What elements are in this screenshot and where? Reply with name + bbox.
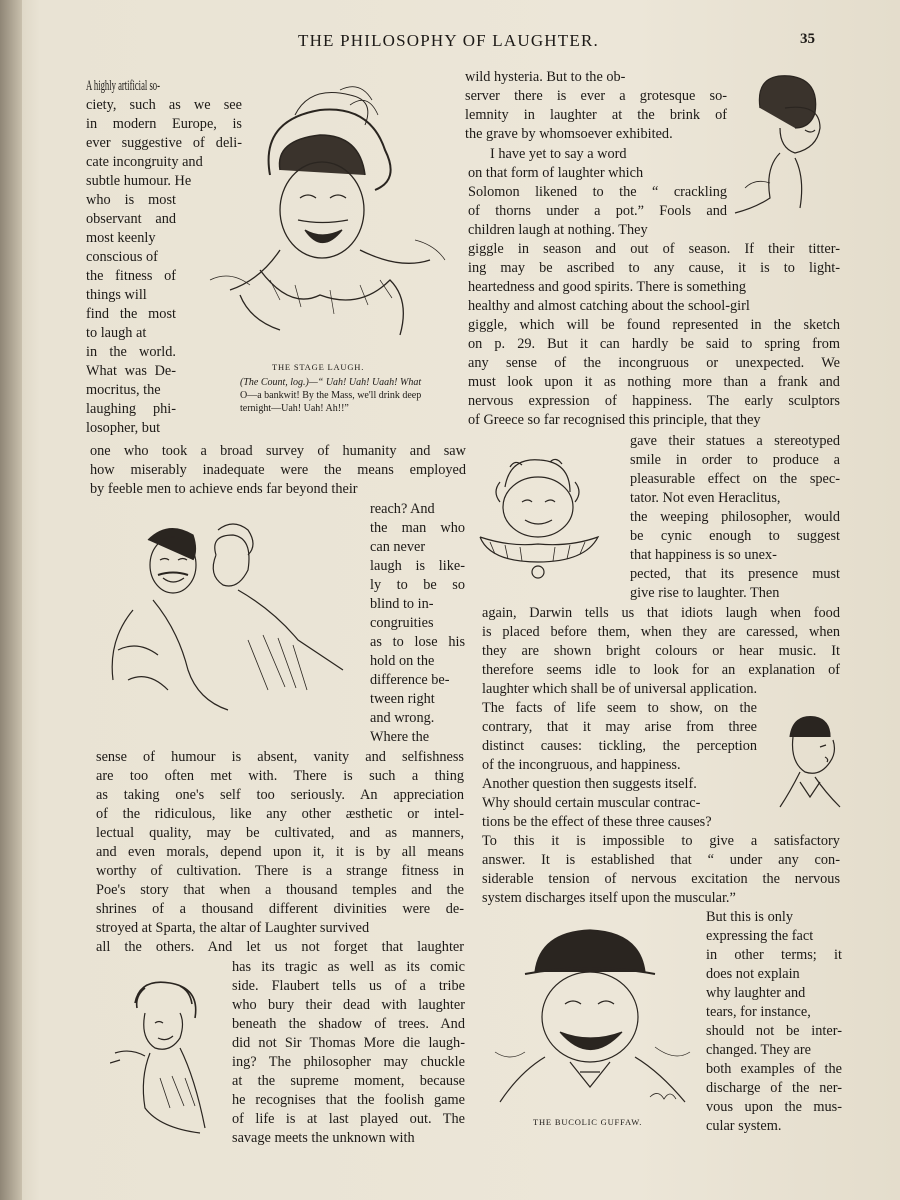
left-column-line: stroyed at Sparta, the altar of Laughter survived: [96, 920, 370, 936]
right-column-line: is placed before them, when they are caressed, when: [482, 624, 841, 640]
left-column-line: sense of humour is absent, vanity and selfishness: [96, 749, 464, 765]
page-number: 35: [800, 31, 815, 47]
left-column-line: at the supreme moment, because: [232, 1073, 465, 1089]
right-column-line: Solomon likened to the “ crackling: [468, 184, 728, 200]
right-column-line: heartedness and good spirits. There is something: [468, 279, 747, 295]
right-column-line: distinct causes: tickling, the perception: [482, 738, 758, 754]
stage-laugh-caption: THE STAGE LAUGH.: [272, 362, 365, 372]
left-column-line: blind to in-: [370, 596, 434, 612]
stage-laugh-illustration: [200, 80, 450, 345]
left-column-line: ever suggestive of deli-: [86, 135, 242, 151]
right-column-line: answer. It is established that “ under any con-: [482, 852, 840, 868]
stage-laugh-quote-3: ternight—Uah! Uah! Ah!!”: [240, 403, 349, 414]
left-column-line: reach? And: [370, 501, 435, 517]
left-column-line: savage meets the unknown with: [232, 1130, 415, 1146]
right-column-line: cular system.: [706, 1118, 782, 1134]
right-column-line: ing may be ascribed to any cause, it is to light-: [468, 260, 841, 276]
left-column-line: What was De-: [86, 363, 176, 379]
left-column-line: side. Flaubert tells us of a tribe: [232, 978, 466, 994]
left-column-line: subtle humour. He: [86, 173, 192, 189]
left-column-line: who is most: [86, 192, 176, 208]
right-column-line: in other terms; it: [706, 947, 842, 963]
left-column-line: difference be-: [370, 672, 450, 688]
left-column-line: the man who: [370, 520, 465, 536]
left-column-line: Where the: [370, 729, 430, 745]
left-column-line: the fitness of: [86, 268, 176, 284]
left-column-line: of the ridiculous, like any other æsthetic or intel-: [96, 806, 464, 822]
right-column-line: does not explain: [706, 966, 800, 982]
left-column-line: he recognises that the foolish game: [232, 1092, 465, 1108]
left-column-line: and wrong.: [370, 710, 435, 726]
right-column-line: of Greece so far recognised this principle, that they: [468, 412, 761, 428]
left-column-line: in the world.: [86, 344, 176, 360]
stage-laugh-quote-1: (The Count, log.)—“ Uah! Uah! Uaah! What: [240, 377, 422, 388]
right-column-line: nervous expression of happiness. The early sculptors: [468, 393, 840, 409]
right-column-line: smile in order to produce a: [630, 452, 840, 468]
right-column-line: healthy and almost catching about the school-girl: [468, 298, 750, 314]
right-column-line: Another question then suggests itself.: [482, 776, 697, 792]
woman-laughing-sketch: [725, 68, 835, 218]
left-column-line: one who took a broad survey of humanity and saw: [90, 443, 466, 459]
right-column-line: changed. They are: [706, 1042, 811, 1058]
right-column-line: tator. Not even Heraclitus,: [630, 490, 781, 506]
right-column-line: they are shown bright colours or hear music. It: [482, 643, 841, 659]
right-column-line: I have yet to say a word: [490, 146, 627, 162]
right-column-line: on that form of laughter which: [468, 165, 644, 181]
right-column-line: again, Darwin tells us that idiots laugh when food: [482, 605, 840, 621]
right-column-line: To this it is impossible to give a satisfactory: [482, 833, 840, 849]
left-column-line: to laugh at: [86, 325, 147, 341]
right-column-line: vous upon the mus-: [706, 1099, 842, 1115]
left-column-line: losopher, but: [86, 420, 161, 436]
right-column-line: gave their statues a stereotyped: [630, 433, 841, 449]
left-column-line: Poe's story that when a thousand temples and the: [96, 882, 464, 898]
right-column-line: Why should certain muscular contrac-: [482, 795, 701, 811]
left-column-line: find the most: [86, 306, 176, 322]
right-column-line: on p. 29. But it can hardly be said to spring from: [468, 336, 840, 352]
left-column-line: hold on the: [370, 653, 435, 669]
stage-laugh-quote-2: O—a bankwit! By the Mass, we'll drink deep: [240, 390, 422, 401]
left-column-line: did not Sir Thomas More die laugh-: [232, 1035, 465, 1051]
right-column-line: tions be the effect of these three causes?: [482, 814, 712, 830]
right-column-line: any sense of the incongruous or unexpected. We: [468, 355, 840, 371]
right-column-line: server there is ever a grotesque so-: [465, 88, 728, 104]
boy-laughing-sketch: [110, 978, 215, 1138]
right-column-line: expressing the fact: [706, 928, 814, 944]
left-column-line: shrines of a thousand different divinities were de-: [96, 901, 465, 917]
right-column-line: pleasurable effect on the spec-: [630, 471, 840, 487]
left-column-line: has its tragic as well as its comic: [232, 959, 465, 975]
left-column-line: how miserably inadequate were the means employed: [90, 462, 467, 478]
left-column-line: beneath the shadow of trees. And: [232, 1016, 465, 1032]
left-column-line: most keenly: [86, 230, 156, 246]
bucolic-guffaw-illustration: [490, 922, 695, 1112]
right-column-line: the weeping philosopher, would: [630, 509, 840, 525]
left-column-line: A highly artificial so-: [86, 78, 160, 94]
right-column-line: children laugh at nothing. They: [468, 222, 648, 238]
right-column-line: The facts of life seem to show, on the: [482, 700, 757, 716]
right-column-line: be cynic enough to suggest: [630, 528, 841, 544]
left-column-line: observant and: [86, 211, 176, 227]
left-column-line: laughing phi-: [86, 401, 176, 417]
left-column-line: by feeble men to achieve ends far beyond their: [90, 481, 358, 497]
left-column-line: tween right: [370, 691, 435, 707]
left-column-line: worthy of cultivation. There is a strange fitness in: [96, 863, 465, 879]
left-column-line: in modern Europe, is: [86, 116, 243, 132]
right-column-line: must look upon it as nothing more than a frank and: [468, 374, 840, 390]
book-spine: [0, 0, 22, 1200]
left-column-line: things will: [86, 287, 147, 303]
right-column-line: giggle in season and out of season. If their titter-: [468, 241, 840, 257]
left-column-line: who bury their dead with laughter: [232, 997, 465, 1013]
right-column-line: laughter which shall be of universal application.: [482, 681, 758, 697]
left-column-line: mocritus, the: [86, 382, 161, 398]
left-column-line: ciety, such as we see: [86, 97, 242, 113]
right-column-line: give rise to laughter. Then: [630, 585, 780, 601]
left-column-line: as to lose his: [370, 634, 466, 650]
left-column-line: of life is at last played out. The: [232, 1111, 465, 1127]
right-column-line: giggle, which will be found represented in the sketch: [468, 317, 840, 333]
right-column-line: both examples of the: [706, 1061, 842, 1077]
right-column-line: therefore seems idle to look for an explanation of: [482, 662, 841, 678]
left-column-line: as taking one's self too seriously. An appreciation: [96, 787, 464, 803]
left-column-line: cate incongruity and: [86, 154, 203, 170]
right-column-line: system discharges itself upon the muscular.”: [482, 890, 736, 906]
left-column-line: and even morals, depend upon it, it is by all means: [96, 844, 464, 860]
left-column-line: are too often met with. There is such a thing: [96, 768, 464, 784]
right-column-line: of the incongruous, and happiness.: [482, 757, 681, 773]
bust-statue-sketch: [470, 452, 605, 582]
right-column-line: of thorns under a pot.” Fools and: [468, 203, 727, 219]
bucolic-guffaw-caption: THE BUCOLIC GUFFAW.: [533, 1117, 643, 1127]
left-column-line: laugh is like-: [370, 558, 465, 574]
left-column-line: conscious of: [86, 249, 158, 265]
left-column-line: can never: [370, 539, 426, 555]
right-column-line: why laughter and: [706, 985, 806, 1001]
man-profile-sketch: [775, 712, 845, 812]
right-column-line: should not be inter-: [706, 1023, 842, 1039]
left-column-line: ing? The philosopher may chuckle: [232, 1054, 465, 1070]
right-column-line: discharge of the ner-: [706, 1080, 842, 1096]
left-column-line: lectual quality, may be cultivated, and as manners,: [96, 825, 465, 841]
couple-laughing-sketch: [98, 520, 353, 720]
right-column-line: pected, that its presence must: [630, 566, 841, 582]
right-column-line: But this is only: [706, 909, 793, 925]
left-column-line: ly to be so: [370, 577, 465, 593]
right-column-line: tears, for instance,: [706, 1004, 811, 1020]
right-column-line: siderable tension of nervous excitation the nervous: [482, 871, 841, 887]
right-column-line: wild hysteria. But to the ob-: [465, 69, 626, 85]
running-title: THE PHILOSOPHY OF LAUGHTER.: [298, 31, 599, 50]
page-header: [0, 31, 900, 53]
right-column-line: the grave by whomsoever exhibited.: [465, 126, 673, 142]
right-column-line: lemnity in laughter at the brink of: [465, 107, 728, 123]
left-column-line: all the others. And let us not forget that laughter: [96, 939, 465, 955]
right-column-line: that happiness is so unex-: [630, 547, 777, 563]
left-column-line: congruities: [370, 615, 434, 631]
right-column-line: contrary, that it may arise from three: [482, 719, 758, 735]
